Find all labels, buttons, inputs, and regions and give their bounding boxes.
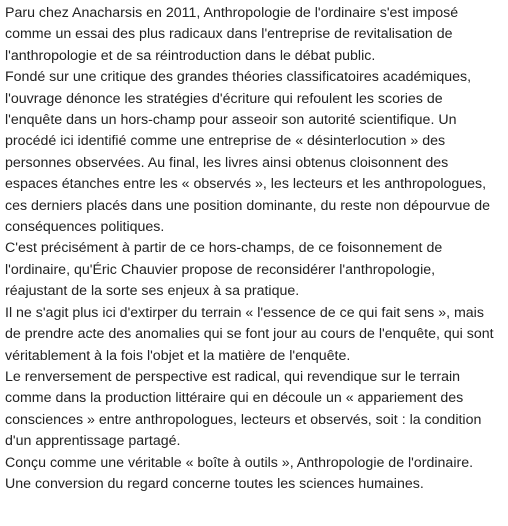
text-line: d'un apprentissage partagé. bbox=[5, 433, 181, 450]
text-line: Le renversement de perspective est radical, qui revendique sur le terrain bbox=[5, 368, 461, 385]
text-line: Conçu comme une véritable « boîte à outils », Anthropologie de l'ordinaire. bbox=[5, 454, 474, 471]
article-text bbox=[5, 3, 508, 495]
text-line: ces derniers placés dans une position dominante, du reste non dépourvue de bbox=[5, 197, 491, 214]
text-line: comme un essai des plus radicaux dans l'entreprise de revitalisation de bbox=[5, 26, 453, 43]
text-line: comme dans la production littéraire qui en découle un « appariement des bbox=[5, 390, 464, 407]
text-line: Il ne s'agit plus ici d'extirper du terrain « l'essence de ce qui fait sens », mais bbox=[5, 304, 484, 321]
text-line: Paru chez Anacharsis en 2011, Anthropologie de l'ordinaire s'est imposé bbox=[5, 5, 459, 21]
text-line: véritablement à la fois l'objet et la matière de l'enquête. bbox=[5, 347, 351, 364]
text-line: l'ouvrage dénonce les stratégies d'écriture qui refoulent les scories de bbox=[5, 90, 443, 107]
text-line: l'ordinaire, qu'Éric Chauvier propose de reconsidérer l'anthropologie, bbox=[5, 261, 436, 278]
text-line: de prendre acte des anomalies qui se font jour au cours de l'enquête, qui sont bbox=[5, 326, 494, 343]
text-line: consciences » entre anthropologues, lecteurs et observés, soit : la condition bbox=[5, 411, 482, 428]
text-line: Fondé sur une critique des grandes théories classificatoires académiques, bbox=[5, 69, 472, 86]
text-line: C'est précisément à partir de ce hors-champs, de ce foisonnement de bbox=[5, 240, 443, 257]
text-line: l'anthropologie et de sa réintroduction dans le débat public. bbox=[5, 47, 376, 64]
text-line: l'enquête dans un hors-champ pour asseoir son autorité scientifique. Un bbox=[5, 112, 457, 129]
text-line: réajustant de la sorte ses enjeux à sa pratique. bbox=[5, 283, 300, 300]
text-line: Une conversion du regard concerne toutes les sciences humaines. bbox=[5, 475, 424, 492]
text-line: procédé ici identifié comme une entreprise de « désinterlocution » des bbox=[5, 133, 446, 150]
text-line: personnes observées. Au final, les livres ainsi obtenus cloisonnent des bbox=[5, 154, 449, 171]
text-line: espaces étanches entre les « observés », les lecteurs et les anthropologues, bbox=[5, 176, 487, 193]
text-line: conséquences politiques. bbox=[5, 219, 165, 236]
